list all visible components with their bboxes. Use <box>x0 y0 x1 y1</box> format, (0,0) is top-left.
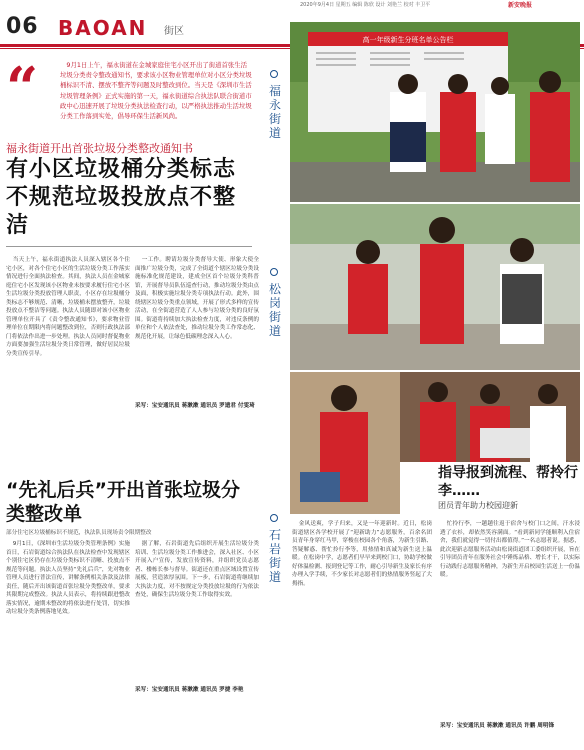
article2-headline: “先礼后兵”开出首张垃圾分类整改单 <box>6 479 240 525</box>
article3-subhead: 团员青年助力校园迎新 <box>438 501 518 510</box>
location-dot-icon <box>270 514 278 522</box>
article3-body-col1: 金风送爽，学子归来，又是一年迎新时。近日，松岗街道辖区各学校开展了“迎新助力”志愿服务，百余名团员青年身穿红马甲，穿梭在校园各个角落，为新生引路、答疑解惑、帮忙拎行李等，用热情和真诚为新生送上温暖。在松岗中学，志愿者们早早来到校门口，协助学校做好体温检测、报到登记等工作，耐心引导新生及家长有序办理入学手续，不少家长对志愿者们的热情服务竖起了大拇指。 <box>292 521 432 587</box>
article2-subhead: 部分住宅区垃圾桶标识不规范，执法队员现场责令限期整改 <box>6 530 152 536</box>
section-title-cn: 街区 <box>164 26 184 37</box>
article1-body-col1: 当天上午，福永街道执法人员深入辖区各个住宅小区，对各个住宅小区的生活垃圾分类工作落实情况进行全面执法检查。其间，执法人员在金城家庭住宅小区发现该小区物业未按要求履行住宅小区生活垃圾分类投放管理人职责，小区存在垃圾桶分类标志不够规范、清晰，垃圾桶未摆放整齐，垃圾投放点不整洁等问题。执法人员随即对该小区物业管理单位开具了《责令整改通知书》，要求物业管理单位在期限内将问题整改到位，否则行政执法部门将依法作出进一步处理。执法人员同时督促物业方面要加强生活垃圾分类日常管理，做好居民垃圾分类宣传引导。 <box>6 257 130 357</box>
section-title-en: BAOAN <box>58 16 148 40</box>
page-number: 06 <box>6 14 39 39</box>
article1-subhead: 福永街道开出首张垃圾分类整改通知书 <box>6 142 193 155</box>
location-dot-icon <box>270 70 278 78</box>
street-label-fuyong: 福永街道 <box>268 84 281 140</box>
street-label-songgang: 松岗街道 <box>268 282 281 338</box>
article2-byline: 采写：宝安通讯员 蒋漱漱 通讯员 罗捷 李艳 <box>135 687 244 693</box>
photo-carrying-luggage <box>400 372 580 462</box>
photo-volunteers-registration <box>290 204 580 370</box>
board-banner: 高一年级新生分班名单公告栏 <box>362 36 454 44</box>
article2-body-col2: 据了解，石岩街道先后组织开展生活垃圾分类培训、生活垃圾分类工作推进会，深入社区、小区开展入户宣传，发放宣传资料，并组织党员志愿者、楼栋长参与督导。街道还在重点区域设置宣传展板，营造浓厚氛围。下一步，石岩街道将继续加大执法力度，对不按规定分类投放垃圾的行为依法查处，确保生活垃圾分类工作取得实效。 <box>135 541 259 598</box>
location-dot-icon <box>270 268 278 276</box>
article1-body-col2: 一工作。聘请垃圾分类督导大使、形象大使全面推广垃圾分类，完成了全街道个辖区垃圾分类设施标准化规范建设，建成全区首个垃圾分类科普馆，开展督导员队伍巡查行动，推动垃圾分类由点及面，积极实施垃圾分类专项执法行动。此外，围绕辖区垃圾分类重点领域，开展了形式多样的宣传活动，在全街道营造了人人参与垃圾分类的良好氛围。街道将持续加大执法检查力度，对违反条例的单位和个人依法查处，推动垃圾分类工作常态化、规范化开展，让绿色低碳理念深入人心。 <box>135 257 259 340</box>
article2-body-col1: 9月1日，《深圳市生活垃圾分类管理条例》实施首日，石岩街道综合执法队在执法检查中发现辖区个别住宅区仍存在垃圾分类标识不清晰、投放点不规范等问题。执法人员坚持“先礼后兵”，先对物业管理人员进行普法宣传，讲解条例相关条款及法律责任，随后开出该街道首张垃圾分类整改单，要求其限期完成整改。执法人员表示，将持续跟进整改落实情况，逾期未整改的将依法进行处罚，切实推动垃圾分类条例落地见效。 <box>6 541 130 615</box>
article1-byline: 采写：宝安通讯员 蒋漱漱 通讯员 罗遗君 付雯琦 <box>135 403 255 409</box>
street-label-shiyan: 石岩街道 <box>268 528 281 584</box>
brand-logo: 新安晚报 <box>508 2 533 9</box>
article3-byline: 采写：宝安通讯员 蒋漱漱 通讯员 许鹏 周明锋 <box>440 723 555 729</box>
lead-quote: 9月1日上午，福永街道在金城家庭住宅小区开出了街道首张生活垃圾分类责令整改通知书，要求该小区物业管理单位对小区分类垃圾桶标识不清、摆放不整齐等问题及时整改到位。当天是《深圳市生活垃圾管理条例》正式实施的第一天，福永街道综合执法队联合街道市政中心迅速开展了垃圾分类执法检查行动，以严格执法推动生活垃圾分类工作落到实处，倡导环保生活新风尚。 <box>60 61 252 121</box>
quote-mark-icon: “ <box>6 55 39 121</box>
divider <box>6 246 252 247</box>
article3-body-col2: 忙拎行李，一趟趟往返于宿舍与校门口之间，汗水浸透了衣衫，却依然笑容满面。“看到新同学能顺利入住宿舍，我们就觉得一切付出都值得。”一名志愿者说。据悉，此次迎新志愿服务活动由松岗街道团工委组织开展，旨在引导团员青年在服务社会中锤炼品格、增长才干，以实际行动践行志愿服务精神，为新生开启校园生活送上一份温暖。 <box>440 521 580 578</box>
article1-headline: 有小区垃圾桶分类标志不规范垃圾投放点不整洁 <box>6 157 237 238</box>
photo-student-volunteer <box>290 372 400 514</box>
photo-class-list-board <box>290 22 580 202</box>
date-line: 2020年9月4日 星期五 编辑 陈欣 设计 刘艳兰 校对 丰卫平 <box>300 2 431 8</box>
article3-headline: 指导报到流程、帮拎行李…… <box>438 465 578 499</box>
